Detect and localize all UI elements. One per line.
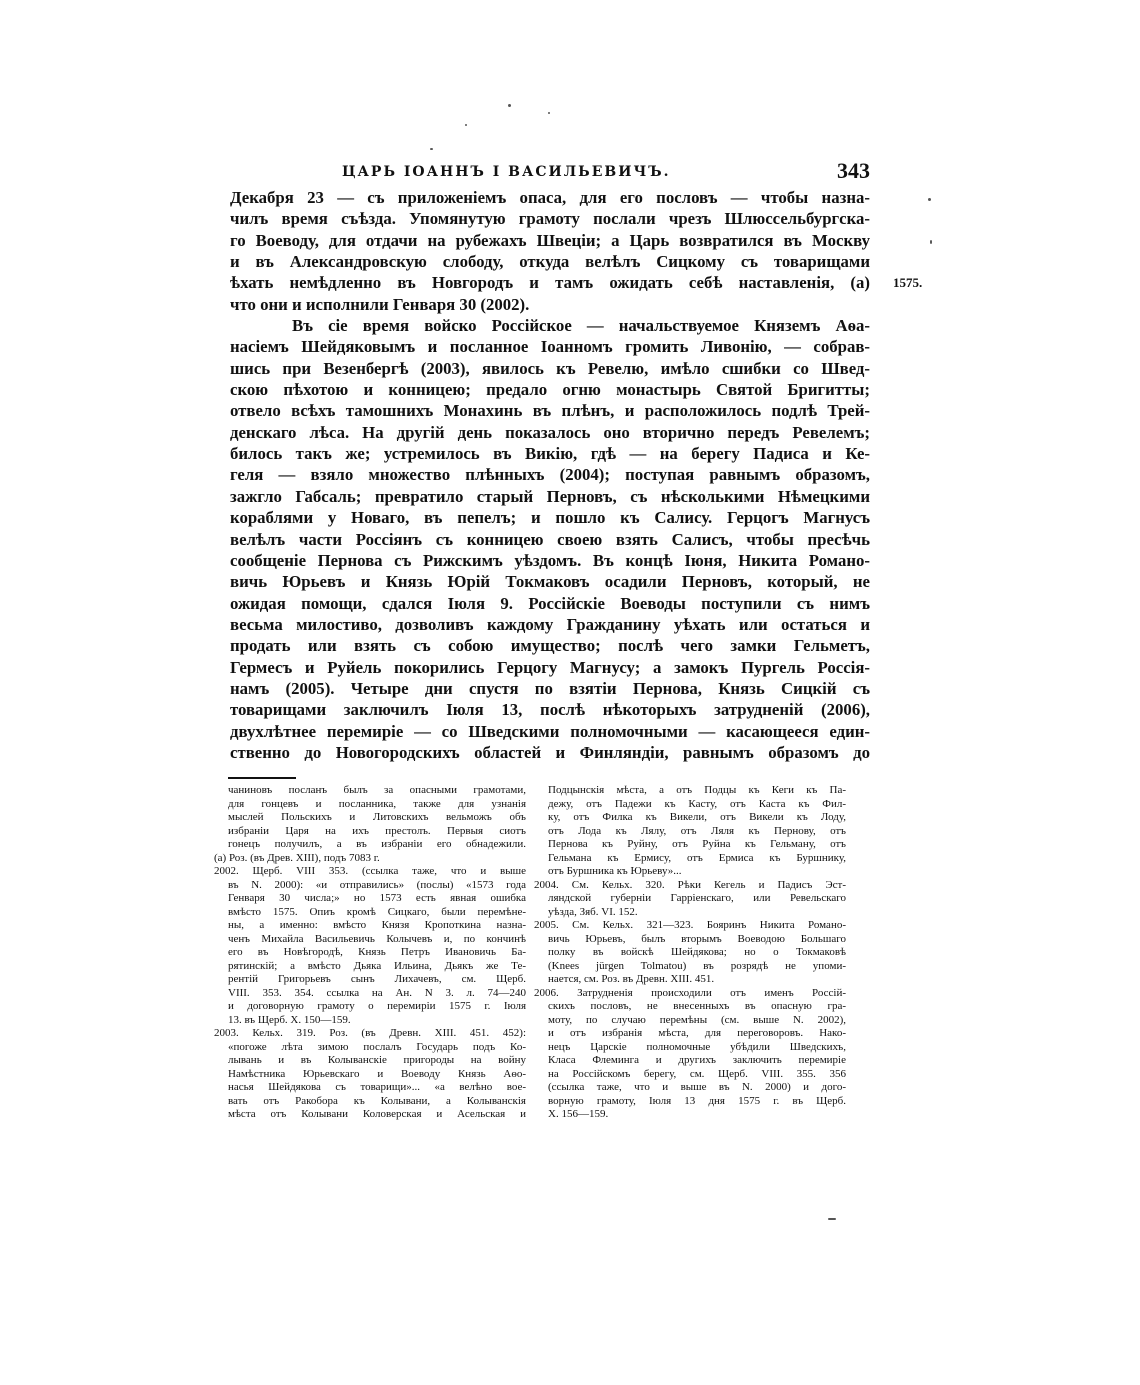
text-line: Декабря 23 — съ приложеніемъ опаса, для его пословъ — чтобы назна- <box>230 188 870 207</box>
scan-speck <box>430 148 433 150</box>
text-line: Въ сіе время войско Россійское — начальствуемое Княземъ Аѳа- <box>292 316 870 336</box>
footnote-line: мѣста отъ Колывани Коловерская и Асельская и <box>228 1108 526 1120</box>
text-line: продать или взять съ собою имущество; послѣ чего замки Гельметъ, <box>230 636 870 656</box>
footnote-line: 2003. Кельх. 319. Роз. (въ Древн. XIII. 451. 452): <box>214 1027 526 1039</box>
footnote-line: (Knees jürgen Tolmatou) въ розрядѣ не упоми- <box>548 959 846 972</box>
footnote-line: скихъ пословъ, не внесенныхъ въ опасную гра- <box>548 1000 846 1012</box>
footnote-line: уѣзда, Зяб. VI. 152. <box>548 905 638 918</box>
footnote-line: «погоже лѣта зимою послалъ Государь подъ Ко- <box>228 1040 526 1053</box>
text-line: и въ Александровскую слободу, откуда велѣлъ Сицкому съ товарищами <box>230 252 870 272</box>
footnote-line: VIII. 353. 354. ссылка на Ан. N 3. л. 74—240 <box>228 986 526 999</box>
scan-speck <box>928 198 931 201</box>
footnote-line: его въ Новѣгородѣ, Князь Петръ Ивановичь Ба- <box>228 946 526 958</box>
scan-speck <box>930 240 932 244</box>
text-line: денскаго лѣса. На другій день показалось оно вторично передъ Ревелемъ; <box>230 422 870 442</box>
text-line: чилъ время съѣзда. Упомянутую грамоту послали чрезъ Шлюссельбургска- <box>230 209 870 229</box>
footnote-line: ку, отъ Филка къ Викели, отъ Викели къ Лоду, <box>548 811 846 823</box>
footnote-line: для гонцевъ и посланника, также для узнанія <box>228 797 526 810</box>
footnote-line: 13. въ Щерб. X. 150—159. <box>228 1013 351 1026</box>
text-line: Гермесъ и Руйель покорились Герцогу Магнусу; а замокъ Пургель Россія- <box>230 657 870 677</box>
footnote-line: 2002. Щерб. VIII 353. (ссылка таже, что и выше <box>214 865 526 877</box>
footnote-line: избраніи Царя на ихъ престолъ. Первыя сиотъ <box>228 824 526 837</box>
running-title: ЦАРЬ ІОАННЪ І ВАСИЛЬЕВИЧЪ. <box>342 164 671 180</box>
footnote-line: Генваря 30 числа;» но 1573 есть явная ошибка <box>228 892 526 904</box>
text-line: скою пѣхотою и конницею; предало огню монастырь Святой Бригитты; <box>230 380 870 400</box>
footnote-line: на Россійскомъ берегу, см. Щерб. VIII. 355. 356 <box>548 1067 846 1080</box>
footnote-line: моту, по случаю перемѣны (см. выше N. 2002), <box>548 1013 846 1026</box>
text-line: ожидая помощи, сдался Іюля 9. Россійскіе Воеводы поступили съ нимъ <box>230 593 870 613</box>
footnote-line: мыслей Польскихъ и Литовскихъ вельможъ объ <box>228 811 526 823</box>
footnote-line: отъ Лода къ Лялу, отъ Ляля къ Пернову, отъ <box>548 824 846 837</box>
footnote-line: X. 156—159. <box>548 1108 609 1120</box>
footnote-line: 2006. Затрудненія происходили отъ именъ Россій- <box>534 986 846 999</box>
footnote-line: въ N. 2000): «и отправились» (послы) «1573 года <box>228 878 526 891</box>
footnote-line: ченъ Михайла Васильевичь Колычевъ и, по кончинѣ <box>228 932 526 945</box>
footnote-line: чаниновъ посланъ былъ за опасными грамотами, <box>228 784 526 796</box>
text-line: сообщеніе Пернова съ Рижскимъ уѣздомъ. Въ концѣ Іюня, Никита Романо- <box>230 550 870 570</box>
footnote-line: 2004. См. Кельх. 320. Рѣки Кегель и Падисъ Эст- <box>534 878 846 891</box>
footnote-line: вичь Юрьевъ, былъ вторымъ Воеводою Большаго <box>548 932 846 945</box>
footnote-line: гонецъ получилъ, а въ избраніи его обнадежили. <box>228 838 526 850</box>
main-text <box>230 187 870 763</box>
text-line: ѣхать немѣдленно въ Новгородъ и тамъ ожидать себѣ наставленія, (а) <box>230 273 870 293</box>
text-line: велѣлъ части Россіянъ съ конницею своею взять Салисъ, чтобы пресѣчь <box>230 529 870 549</box>
text-line: кораблями у Новаго, въ пепелъ; и пошло къ Салису. Герцогъ Магнусъ <box>230 508 870 528</box>
text-line: билось такъ же; устремилось въ Викію, гдѣ — на берегу Падиса и Ке- <box>230 444 870 464</box>
footnote-line: Подцынскія мѣста, а отъ Подцы къ Кеги къ Па- <box>548 784 846 796</box>
text-line: отвело всѣхъ тамошнихъ Монахинь въ плѣнъ, и расположилось подлѣ Трей- <box>230 401 870 421</box>
text-line: го Воеводу, для отдачи на рубежахъ Швеціи; а Царь возвратился въ Москву <box>230 230 870 250</box>
margin-year-note: 1575. <box>893 275 923 290</box>
page-header <box>230 158 870 188</box>
text-line: геля — взяло множество плѣнныхъ (2004); поступая равнымъ образомъ, <box>230 465 870 485</box>
footnote-line: Класа Флеминга и другихъ заключить перемиріе <box>548 1054 846 1066</box>
footnote-line: Гельмана къ Ермису, отъ Ермиса къ Буршнику, <box>548 851 846 864</box>
text-line: ственно до Новогородскихъ областей и Финляндіи, равнымъ образомъ до <box>230 742 870 762</box>
text-line: что они и исполнили Генваря 30 (2002). <box>230 294 530 314</box>
scan-speck <box>828 1218 836 1220</box>
footnote-line: (а) Роз. (въ Древ. XIII), подъ 7083 г. <box>214 851 380 864</box>
text-line: весьма милостиво, дозволивъ каждому Гражданину уѣхать или остаться и <box>230 614 870 634</box>
text-line: насіемъ Шейдяковымъ и посланное Іоанномъ громить Ливонію, — собрав- <box>230 337 870 357</box>
footnote-line: вмѣсто 1575. Опиъ кромѣ Сицкаго, были перемѣне- <box>228 905 526 918</box>
page-number: 343 <box>837 158 870 183</box>
text-line: шись при Везенбергѣ (2003), явилось къ Ревелю, имѣло сшибки со Швед- <box>230 358 870 378</box>
footnote-line: полку въ войскѣ Шейдякова; но о Токмаковѣ <box>548 946 846 958</box>
scan-speck <box>465 124 467 126</box>
footnote-line: насья Шейдякова съ товарищи»... «а велѣно вое- <box>228 1081 526 1093</box>
text-line: двухлѣтнее перемиріе — со Шведскими полномочными — касающееся един- <box>230 721 870 741</box>
footnote-line: нается, см. Роз. въ Древн. XIII. 451. <box>548 973 715 985</box>
text-line: зажгло Габсаль; превратило старый Перновъ, съ нѣсколькими Нѣмецкими <box>230 486 870 506</box>
footnote-line: 2005. См. Кельх. 321—323. Бояринъ Никита Романо- <box>534 919 846 931</box>
footnote-rule <box>228 777 296 779</box>
footnote-line: нецъ Царскіе полномочные убѣдили Шведскихъ, <box>548 1040 846 1053</box>
footnote-line: Намѣстника Юрьевскаго и Воеводу Князь Аѳо- <box>228 1067 526 1080</box>
footnotes-right-column <box>534 784 846 1122</box>
footnotes-left-column <box>214 784 526 1122</box>
footnote-line: вать отъ Ракобора къ Колывани, а Колыванскія <box>228 1094 526 1107</box>
footnote-line: рентій Григорьевъ сынъ Лихачевъ, см. Щерб. <box>228 973 526 985</box>
footnote-line: ляндской губерніи Гарріенскаго, или Ревельскаго <box>548 892 846 904</box>
text-line: намъ (2005). Четыре дни спустя по взятіи Пернова, Князь Сицкій съ <box>230 678 870 698</box>
footnote-line: рятинскій; а вмѣсто Дьяка Ильина, Дьякъ же Те- <box>228 959 526 972</box>
text-line: вичь Юрьевъ и Князь Юрій Токмаковъ осадили Перновъ, который, не <box>230 572 870 592</box>
text-line: товарищами заключилъ Іюля 13, послѣ нѣкоторыхъ затрудненій (2006), <box>230 700 870 720</box>
footnote-line: отъ Буршника къ Юрьеву»... <box>548 865 682 877</box>
footnote-line: ны, а именно: вмѣсто Князя Кропоткина назна- <box>228 919 526 931</box>
footnote-line: дежу, отъ Падежи къ Касту, отъ Каста къ Фил- <box>548 797 846 810</box>
footnote-line: и отъ избранія мѣста, для переговоровъ. Нако- <box>548 1027 846 1039</box>
footnote-line: (ссылка таже, что и выше въ N. 2000) и дого- <box>548 1081 846 1093</box>
footnote-line: лывань и въ Колыванскіе пригороды на войну <box>228 1054 526 1066</box>
scan-speck <box>548 112 550 114</box>
footnote-line: и договорную грамоту о перемиріи 1575 г. Іюля <box>228 1000 526 1012</box>
footnote-line: ворную грамоту, Іюля 13 дня 1575 г. въ Щерб. <box>548 1094 846 1107</box>
scan-speck <box>508 104 511 107</box>
footnote-line: Пернова къ Руйну, отъ Руйна къ Гельману, отъ <box>548 838 846 850</box>
